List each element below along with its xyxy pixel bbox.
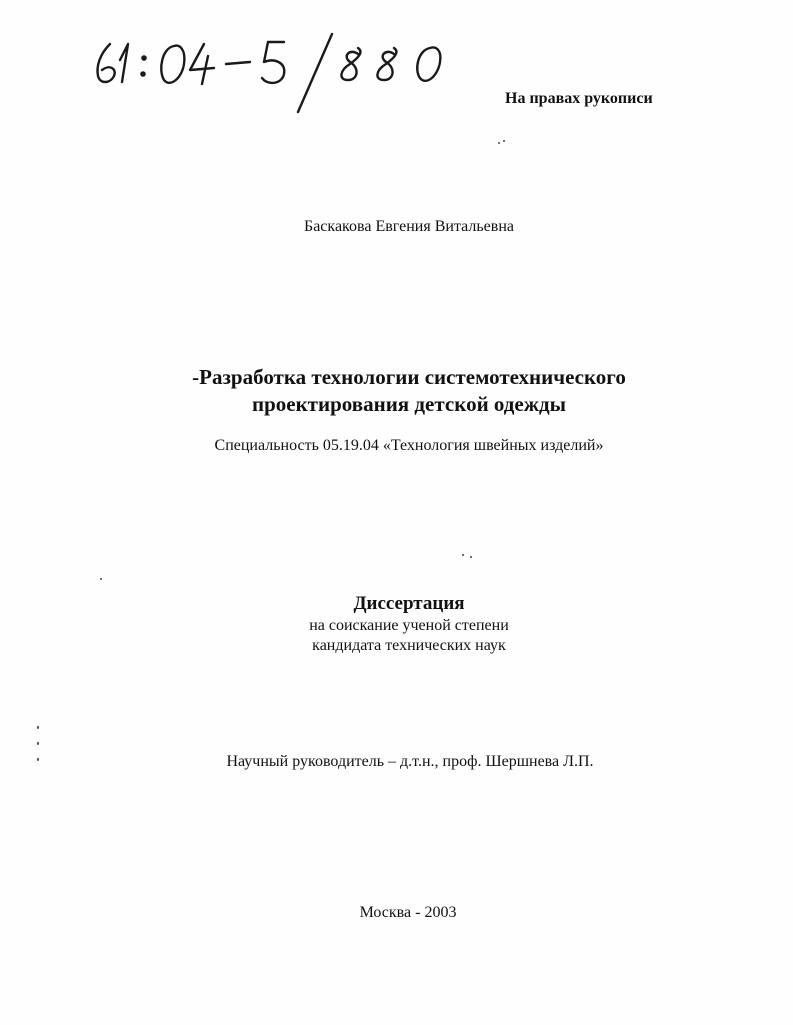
scan-speck	[470, 556, 472, 558]
handwritten-catalog-number	[88, 30, 458, 125]
degree-statement	[0, 616, 793, 656]
title-line: проектирования детской одежды	[251, 392, 566, 416]
scan-speck	[462, 554, 464, 556]
dissertation-title	[0, 364, 793, 418]
supervisor: Научный руководитель – д.т.н., проф. Шершнева Л.П.	[226, 753, 594, 770]
scan-speck	[37, 726, 39, 729]
rights-note: На правах рукописи	[505, 90, 653, 107]
author-name: Баскакова Евгения Витальевна	[304, 218, 514, 235]
degree-line: кандидата технических наук	[312, 637, 506, 654]
title-line: -Разработка технологии системотехнического	[192, 365, 626, 389]
scan-speck	[498, 142, 500, 144]
scan-speck	[37, 758, 39, 761]
document-type: Диссертация	[353, 593, 465, 614]
scan-speck	[503, 140, 505, 142]
degree-line: на соискание ученой степени	[309, 617, 509, 634]
place-and-year: Москва - 2003	[359, 904, 457, 921]
scan-speck	[37, 742, 39, 745]
specialty: Специальность 05.19.04 «Технология швейных изделий»	[214, 437, 604, 454]
scan-speck	[100, 578, 102, 580]
